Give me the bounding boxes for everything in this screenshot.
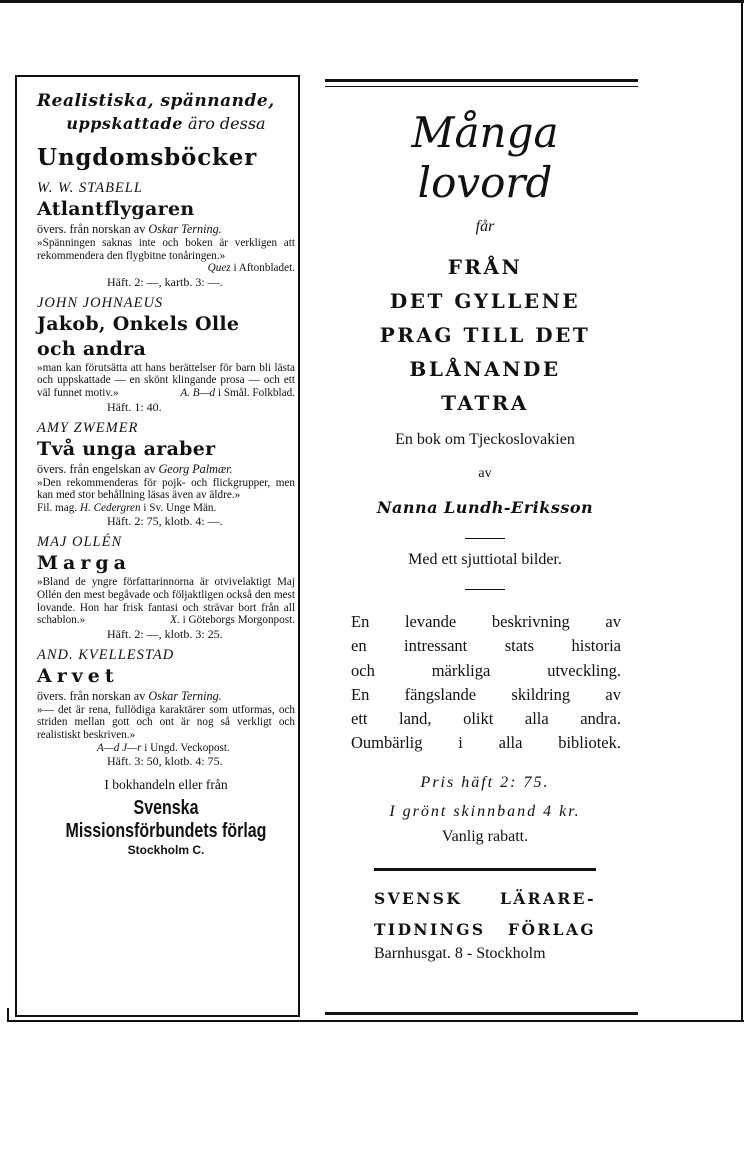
- publisher-line: SVENSK LÄRARE-: [374, 888, 596, 908]
- book-price: Häft. 1: 40.: [107, 399, 162, 414]
- reviewer-prefix: Fil. mag.: [37, 501, 78, 514]
- translator: Oskar Terning.: [148, 222, 222, 236]
- page-top-rule: [0, 0, 744, 3]
- lararetidnings-ad: [325, 79, 638, 1015]
- book-title: Två unga araber: [37, 437, 216, 460]
- book-price: Häft. 2: —, kartb. 3: —.: [107, 274, 223, 289]
- reviewer: X.: [170, 614, 180, 627]
- short-divider: [465, 538, 505, 539]
- book-author: AMY ZWEMER: [37, 419, 139, 436]
- publisher-name: Svenska Missionsförbundets förlag: [65, 797, 267, 843]
- review-text: »Den rekommenderas för pojk- och flickgrupper, men kan med stor behållning läsas även av äldre.»: [37, 476, 295, 502]
- description-line: ett land, olikt alla andra.: [351, 709, 621, 729]
- missionsforbundet-ad: [15, 75, 300, 1017]
- description-line: Oumbärlig i alla bibliotek.: [351, 733, 621, 753]
- book-title: Atlantflygaren: [37, 198, 195, 220]
- book-review: [37, 477, 295, 502]
- illustrations-note: Med ett sjuttiotal bilder.: [408, 551, 562, 568]
- book-title-line2: och andra: [37, 337, 147, 360]
- review-source: i Aftonbladet.: [233, 262, 295, 275]
- reviewer: A. B—d: [180, 386, 216, 399]
- reviewer: A—d J—r: [97, 741, 142, 754]
- price-paperback: Pris häft 2: 75.: [420, 773, 550, 791]
- review-source: i Ungd. Veckopost.: [144, 741, 230, 754]
- book-review: [37, 237, 295, 275]
- discount-note: Vanlig rabatt.: [441, 827, 529, 845]
- book-subtitle: En bok om Tjeckoslovakien: [395, 431, 575, 448]
- book-title-line: DET GYLLENE: [389, 289, 581, 313]
- review-text: »Bland de yngre författarinnorna är otvivelaktigt Maj Ollén den mest begåvade och följaktligen också den mest lovande. Hon har frisk fantasi och strävar bort från all schablon.»: [37, 576, 295, 627]
- book-title-line1: Jakob, Onkels Olle: [37, 312, 240, 335]
- headline-far: får: [475, 218, 495, 235]
- book-review: [37, 362, 295, 400]
- review-source: i Smål. Folkblad.: [217, 386, 295, 399]
- page-left-rule: [7, 1008, 9, 1022]
- ad-heading: Ungdomsböcker: [37, 144, 258, 171]
- book-author: Nanna Lundh-Eriksson: [376, 498, 594, 517]
- page-bottom-rule: [8, 1020, 744, 1022]
- translator: Oskar Terning.: [148, 688, 222, 703]
- book-price: Häft. 2: 75, klotb. 4: —.: [107, 514, 223, 529]
- book-author: W. W. STABELL: [37, 180, 143, 196]
- description-line: En levande beskrivning av: [351, 612, 621, 631]
- reviewer: Quez: [207, 262, 231, 275]
- publisher-address: Barnhusgat. 8 - Stockholm: [374, 944, 546, 962]
- book-reviewer-line: [37, 502, 295, 515]
- book-title-line: PRAG TILL DET: [379, 323, 591, 347]
- thick-divider: [374, 868, 596, 871]
- ad-headline: Många lovord: [411, 108, 559, 207]
- description-line: och märkliga utveckling.: [351, 660, 621, 680]
- description-line: En fängslande skildring av: [351, 684, 621, 704]
- book-description: [349, 610, 621, 756]
- reviewer: H. Cedergren: [79, 501, 141, 514]
- book-reviewer-line: [37, 742, 295, 755]
- translation-prefix: övers. från engelskan av: [37, 461, 156, 476]
- book-translation: [37, 222, 295, 237]
- translation-prefix: övers. från norskan av: [37, 222, 146, 236]
- tagline-bold: Realistiska, spännande,: [37, 91, 275, 111]
- review-source: i Sv. Unge Män.: [143, 501, 217, 514]
- price-leather: I grönt skinnband 4 kr.: [389, 802, 581, 820]
- publisher-line: TIDNINGS FÖRLAG: [374, 919, 596, 939]
- book-review: [37, 576, 295, 626]
- tagline-bold-word: uppskattade: [66, 114, 183, 133]
- book-translation: [37, 462, 295, 477]
- review-text: »man kan förutsätta att hans berättelser för barn bli lästa och uppskattade — en skönt klingande prosa — och ett väl funnet motiv.»: [37, 361, 295, 399]
- book-title: Arvet: [37, 664, 119, 687]
- book-title: Marga: [37, 552, 131, 575]
- book-title-line: FRÅN: [447, 255, 523, 279]
- tagline-second-line: [37, 113, 295, 135]
- book-price: Häft. 3: 50, klotb. 4: 75.: [107, 754, 223, 769]
- translation-prefix: övers. från norskan av: [37, 688, 146, 703]
- short-divider: [465, 589, 505, 590]
- book-author: MAJ OLLÉN: [37, 534, 123, 551]
- tagline-rest: äro dessa: [188, 114, 266, 133]
- book-translation: [37, 689, 295, 704]
- review-text: »— det är rena, fullödiga karaktärer som utformas, och striden mellan gott och ont är nog så verkligt och realistiskt beskriven.»: [37, 703, 295, 741]
- book-price: Häft. 2: —, klotb. 3: 25.: [107, 626, 223, 641]
- translator: Georg Palmær.: [158, 461, 233, 476]
- review-text: »Spänningen saknas inte och boken är verkligen att rekommendera den flygbitne tonåringen.»: [37, 237, 295, 262]
- page-right-rule: [741, 0, 743, 1022]
- top-double-rule: [325, 86, 638, 87]
- book-author: AND. KVELLESTAD: [37, 646, 175, 663]
- by-word: av: [478, 466, 492, 481]
- book-review: [37, 704, 295, 742]
- book-author: JOHN JOHNAEUS: [37, 294, 164, 311]
- description-line: en intressant stats historia: [351, 636, 621, 656]
- book-title-line: BLÅNANDE: [409, 357, 561, 381]
- book-title-line: TATRA: [441, 391, 529, 415]
- review-source: i Göteborgs Morgonpost.: [182, 614, 295, 627]
- bookstore-line: I bokhandeln eller från: [104, 777, 228, 793]
- publisher-city: Stockholm C.: [127, 843, 205, 858]
